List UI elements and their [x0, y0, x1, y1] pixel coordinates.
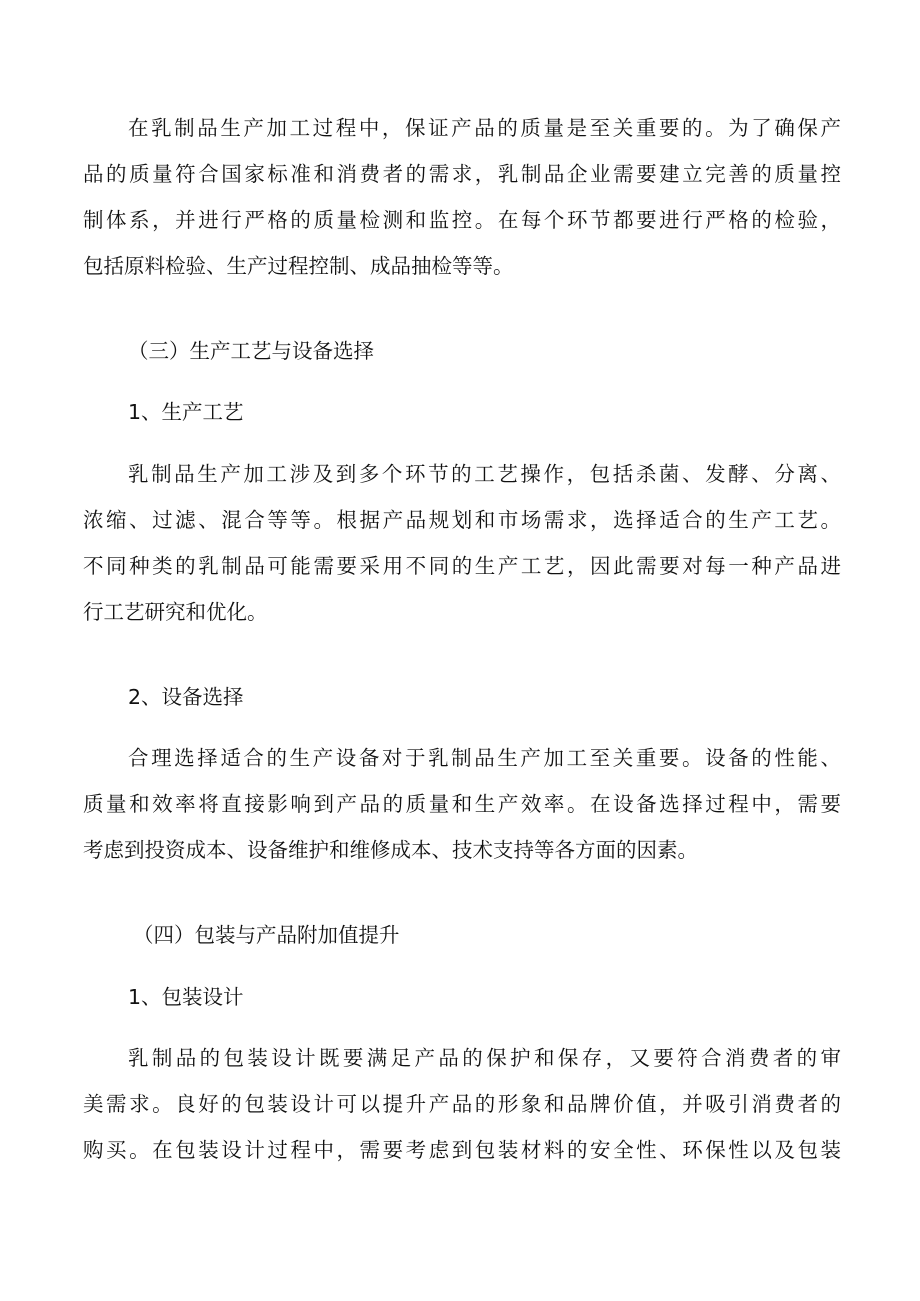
paragraph-process — [83, 451, 841, 635]
paragraph-quality-control — [83, 105, 841, 289]
paragraph-packaging — [83, 1035, 841, 1173]
text-line: 在乳制品生产加工过程中，保证产品的质量是至关重要的。为了确保产 — [128, 116, 841, 140]
text-line: 制体系，并进行严格的质量检测和监控。在每个环节都要进行严格的检验， — [83, 208, 841, 232]
text-line: 考虑到投资成本、设备维护和维修成本、技术支持等各方面的因素。 — [83, 838, 698, 862]
text-line: 包括原料检验、生产过程控制、成品抽检等等。 — [83, 254, 514, 278]
section-heading-3: （三）生产工艺与设备选择 — [128, 339, 374, 363]
text-line: 不同种类的乳制品可能需要采用不同的生产工艺，因此需要对每一种产品进 — [83, 554, 841, 578]
text-line: 购买。在包装设计过程中，需要考虑到包装材料的安全性、环保性以及包装 — [83, 1138, 841, 1162]
subheading-equipment: 2、设备选择 — [128, 685, 244, 709]
text-line: 合理选择适合的生产设备对于乳制品生产加工至关重要。设备的性能、 — [128, 746, 841, 770]
text-line: 浓缩、过滤、混合等等。根据产品规划和市场需求，选择适合的生产工艺。 — [83, 508, 841, 532]
text-line: 品的质量符合国家标准和消费者的需求，乳制品企业需要建立完善的质量控 — [83, 162, 841, 186]
text-line: 乳制品生产加工涉及到多个环节的工艺操作，包括杀菌、发酵、分离、 — [128, 462, 841, 486]
section-heading-4: （四）包装与产品附加值提升 — [133, 923, 400, 947]
text-line: 乳制品的包装设计既要满足产品的保护和保存，又要符合消费者的审 — [128, 1046, 841, 1070]
subheading-packaging: 1、包装设计 — [128, 985, 244, 1009]
paragraph-equipment — [83, 735, 841, 873]
text-line: 美需求。良好的包装设计可以提升产品的形象和品牌价值，并吸引消费者的 — [83, 1092, 841, 1116]
subheading-process: 1、生产工艺 — [128, 400, 244, 424]
text-line: 行工艺研究和优化。 — [83, 600, 268, 624]
text-line: 质量和效率将直接影响到产品的质量和生产效率。在设备选择过程中，需要 — [83, 792, 841, 816]
